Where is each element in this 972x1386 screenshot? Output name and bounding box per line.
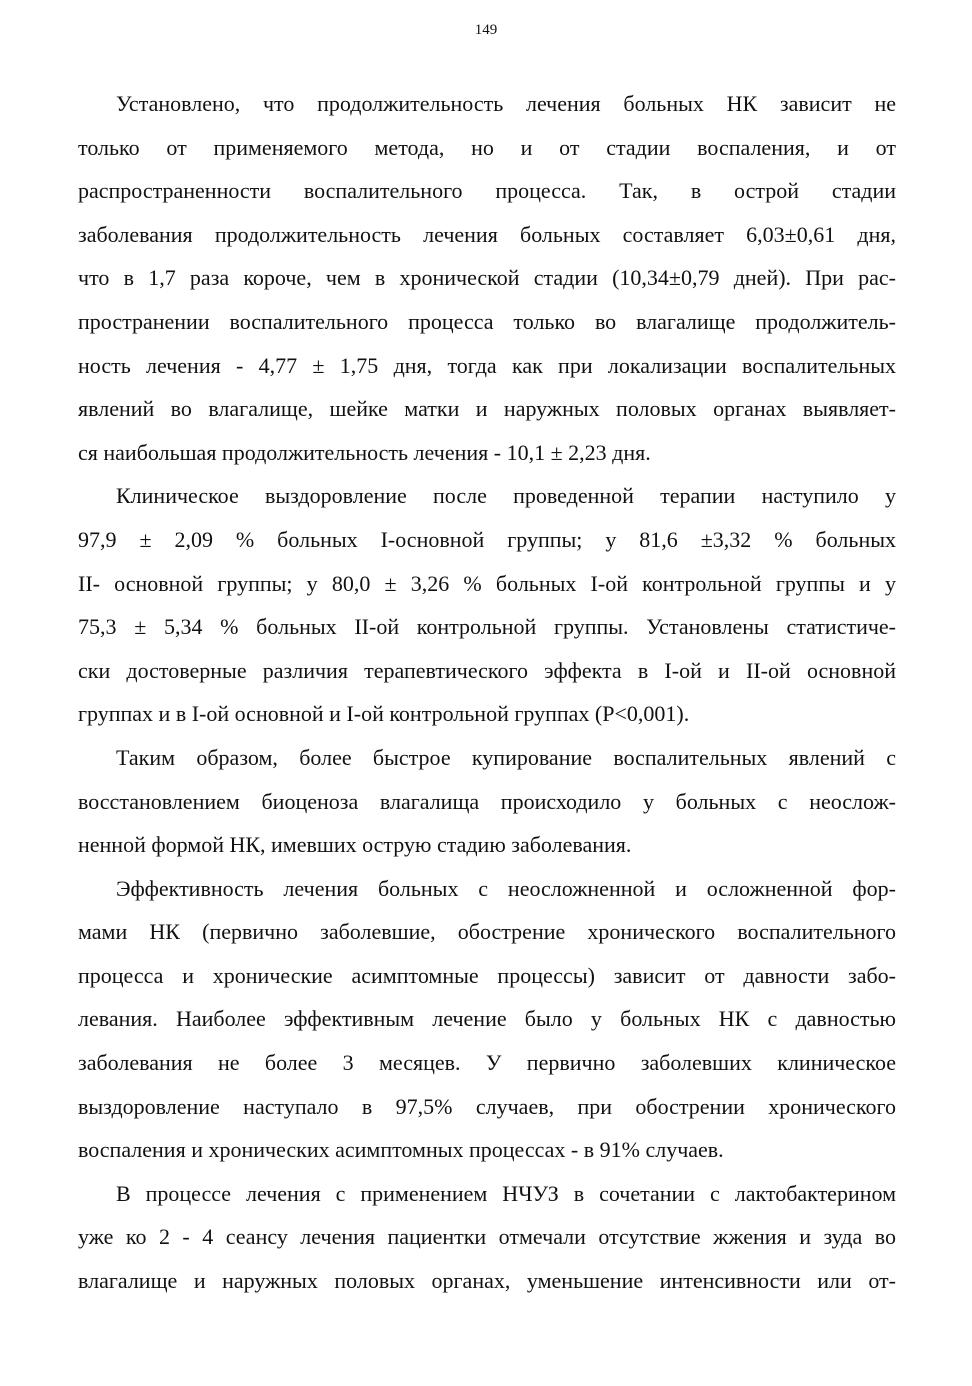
text-line: восстановлением биоценоза влагалища происходило у больных с неослож-	[78, 788, 896, 814]
text-line: процесса и хронические асимптомные процессы) зависит от давности забо-	[78, 962, 896, 988]
text-line: что в 1,7 раза короче, чем в хронической стадии (10,34±0,79 дней). При рас-	[78, 265, 896, 291]
text-line: ся наибольшая продолжительность лечения - 10,1 ± 2,23 дня.	[78, 439, 651, 465]
text-line: Установлено, что продолжительность лечения больных НК зависит не	[116, 91, 896, 116]
text-line: воспаления и хронических асимптомных процессах - в 91% случаев.	[78, 1137, 724, 1163]
paragraph-1	[78, 82, 896, 474]
text-line: ски достоверные различия терапевтического эффекта в I-ой и II-ой основной	[78, 657, 896, 683]
body-text	[78, 82, 896, 1303]
text-line: левания. Наиболее эффективным лечение было у больных НК с давностью	[78, 1006, 896, 1032]
text-line: пространении воспалительного процесса только во влагалище продолжитель-	[78, 308, 896, 334]
text-line: только от применяемого метода, но и от стадии воспаления, и от	[78, 134, 896, 160]
text-line: заболевания продолжительность лечения больных составляет 6,03±0,61 дня,	[78, 221, 896, 247]
text-line: 75,3 ± 5,34 % больных II-ой контрольной группы. Установлены статистиче-	[78, 614, 896, 640]
text-line: уже ко 2 - 4 сеансу лечения пациентки отмечали отсутствие жжения и зуда во	[78, 1224, 896, 1250]
text-line: II- основной группы; у 80,0 ± 3,26 % больных I-ой контрольной группы и у	[78, 570, 896, 596]
text-line: Таким образом, более быстрое купирование воспалительных явлений с	[116, 744, 896, 770]
text-line: мами НК (первично заболевшие, обострение хронического воспалительного	[78, 919, 896, 945]
page-number: 149	[474, 22, 498, 38]
text-line: заболевания не более 3 месяцев. У первично заболевших клиническое	[78, 1050, 896, 1076]
text-line: В процессе лечения с применением НЧУЗ в сочетании с лактобактерином	[116, 1180, 896, 1206]
text-line: 97,9 ± 2,09 % больных I-основной группы; у 81,6 ±3,32 % больных	[78, 526, 896, 552]
paragraph-4	[78, 867, 896, 1172]
text-line: Эффективность лечения больных с неосложненной и осложненной фор-	[116, 875, 896, 901]
text-line: группах и в I-ой основной и I-ой контрольной группах (Р<0,001).	[78, 701, 690, 727]
paragraph-3	[78, 736, 896, 867]
text-line: влагалище и наружных половых органах, уменьшение интенсивности или от-	[78, 1268, 896, 1294]
text-line: распространенности воспалительного процесса. Так, в острой стадии	[78, 178, 896, 204]
paragraph-2	[78, 474, 896, 736]
text-line: явлений во влагалище, шейке матки и наружных половых органах выявляет-	[78, 396, 896, 422]
text-line: выздоровление наступало в 97,5% случаев, при обострении хронического	[78, 1093, 896, 1119]
text-line: Клиническое выздоровление после проведенной терапии наступило у	[116, 483, 896, 509]
paragraph-5	[78, 1172, 896, 1303]
text-line: ненной формой НК, имевших острую стадию заболевания.	[78, 832, 632, 858]
text-line: ность лечения - 4,77 ± 1,75 дня, тогда как при локализации воспалительных	[78, 352, 896, 378]
